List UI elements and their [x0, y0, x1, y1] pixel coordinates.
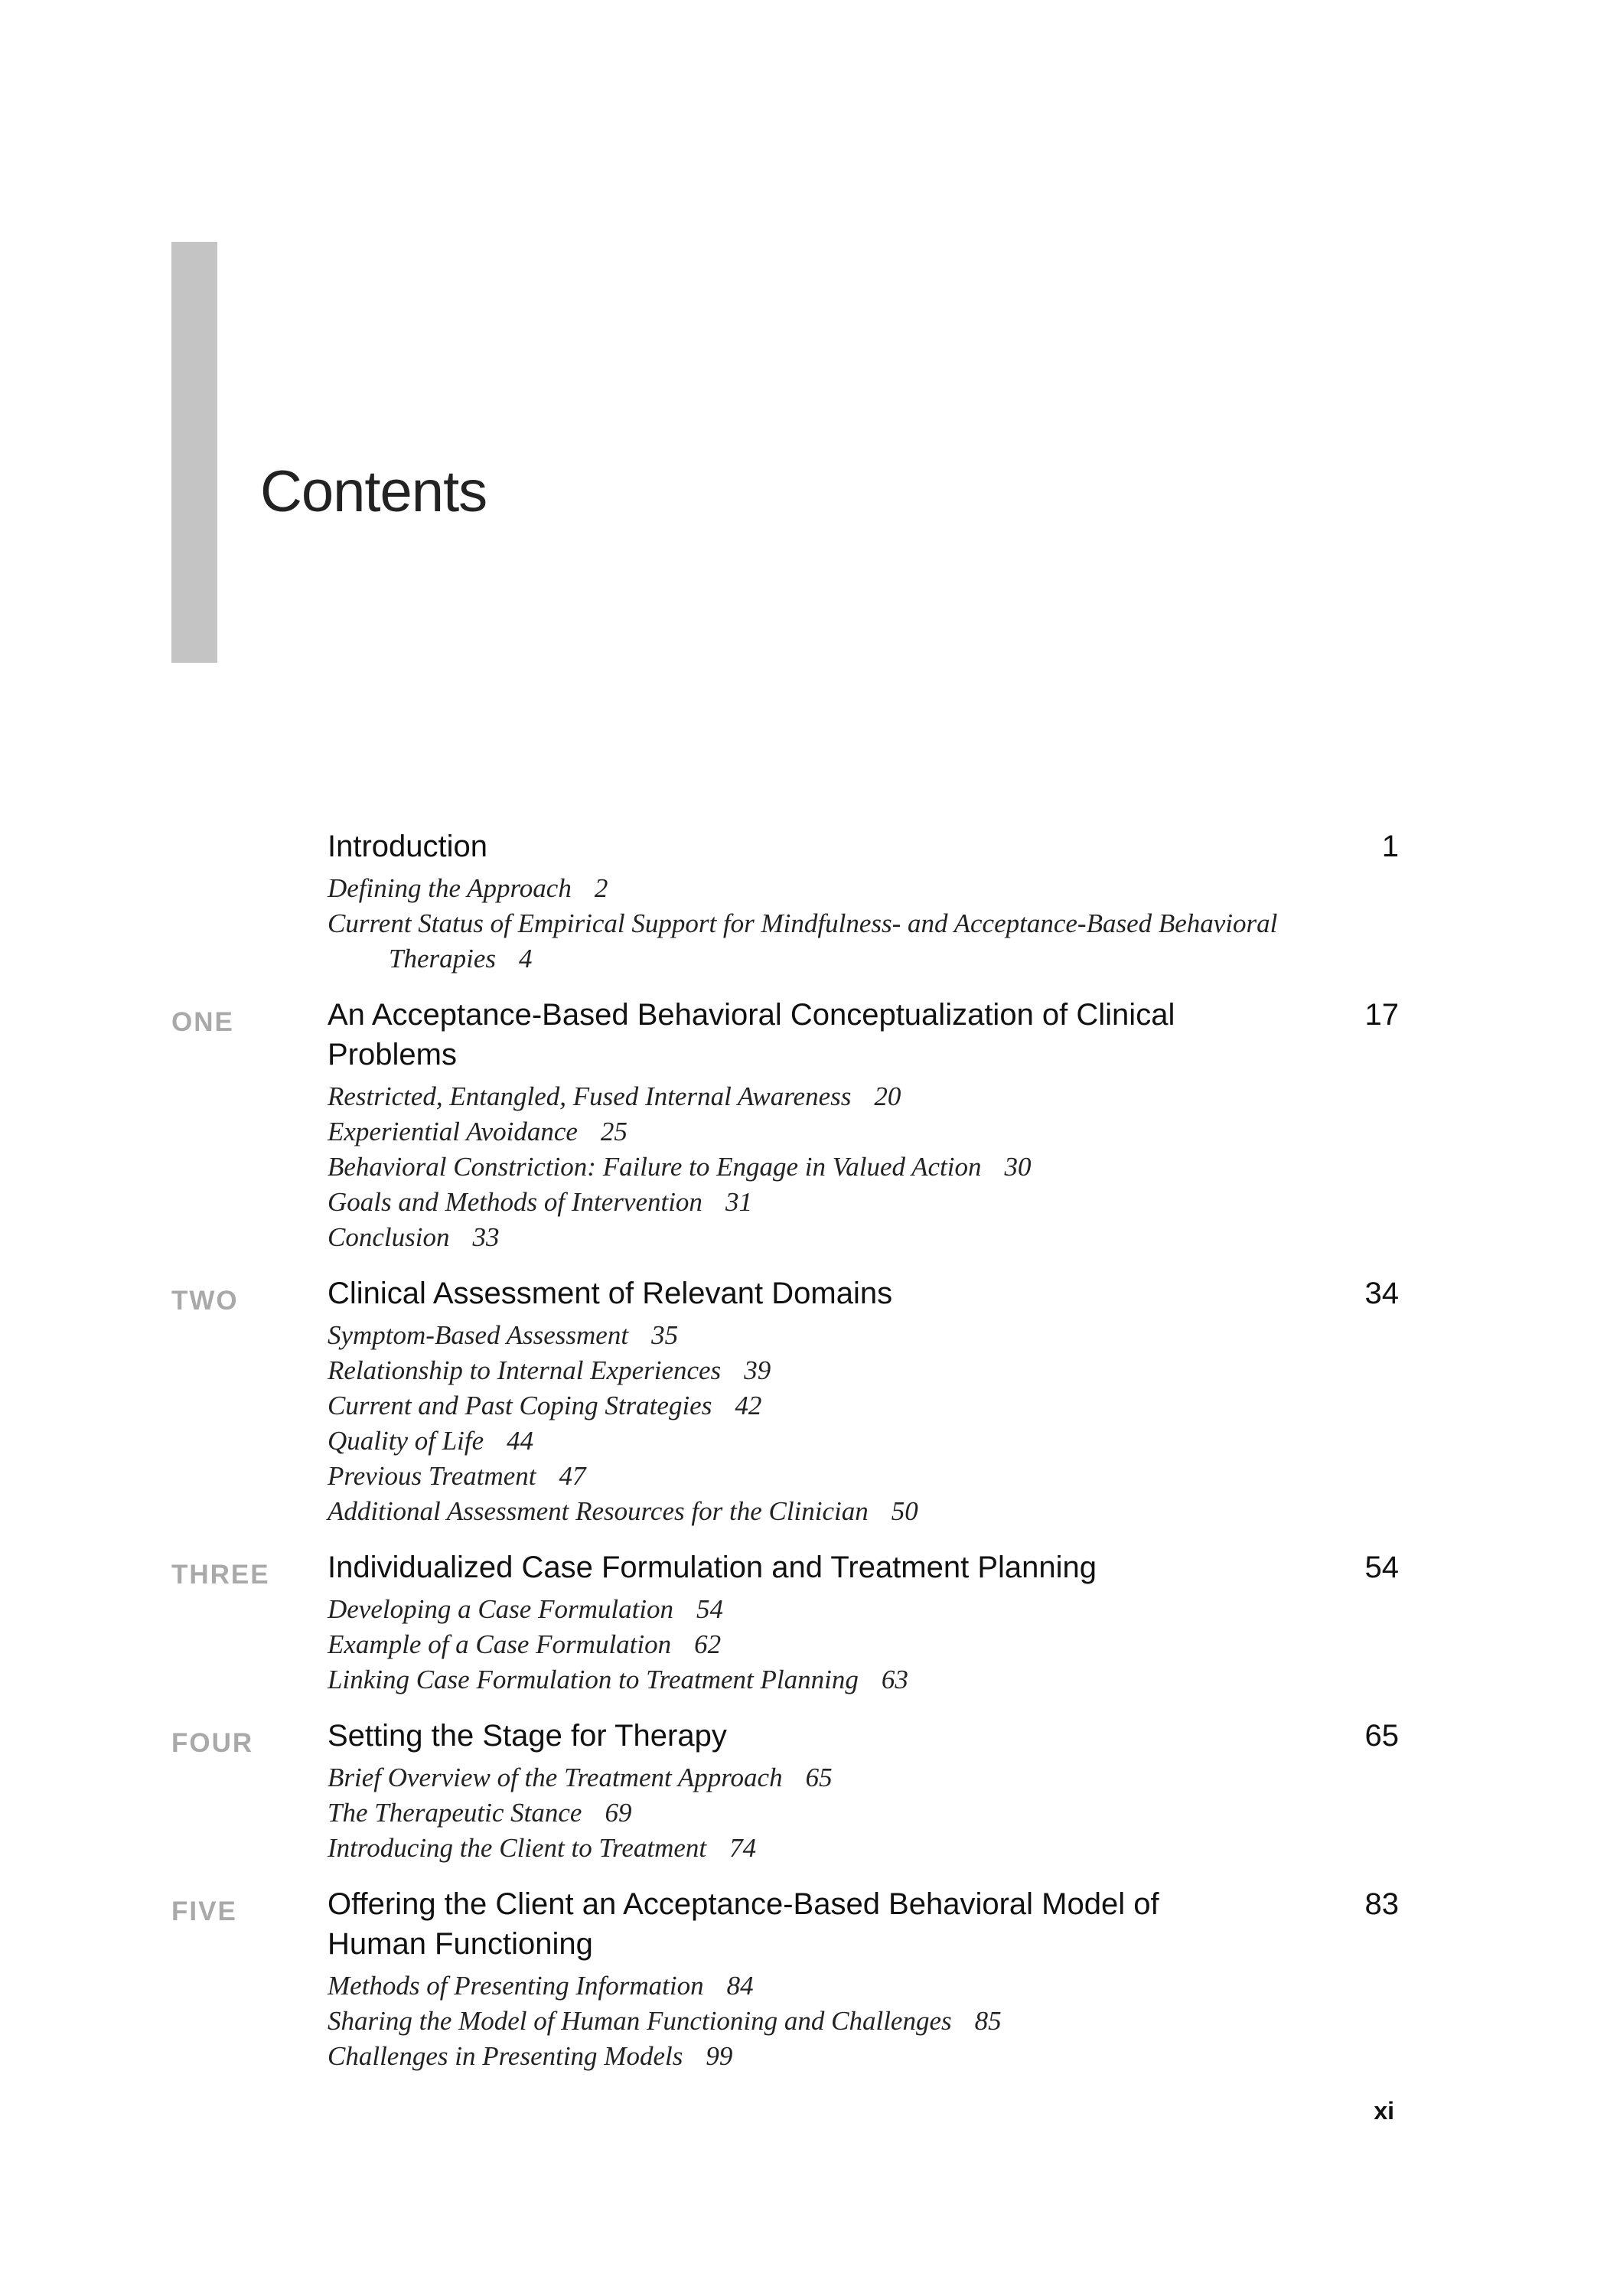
page-number: xi — [1374, 2097, 1394, 2125]
subsection-entry[interactable] — [328, 1662, 1399, 1698]
subsection-entry[interactable] — [328, 1627, 1399, 1662]
subsection-entry[interactable] — [328, 2039, 1399, 2074]
subsection-entry[interactable] — [328, 1760, 1399, 1795]
subsection-page-number: 85 — [974, 2006, 1002, 2036]
toc-section — [0, 1884, 1607, 2074]
chapter-page-number: 34 — [1364, 1277, 1399, 1310]
subsection-title: Current Status of Empirical Support for Mindfulness- and Acceptance-Based Behavioral Therapies — [328, 908, 1278, 974]
subsection-title: Quality of Life — [328, 1426, 484, 1456]
chapter-page-number: 65 — [1364, 1719, 1399, 1753]
subsection-page-number: 30 — [1004, 1152, 1032, 1182]
subsection-entry[interactable] — [328, 871, 1399, 906]
subsection-entry[interactable] — [328, 906, 1399, 977]
subsection-title: Previous Treatment — [328, 1461, 536, 1491]
chapter-number-label: THREE — [171, 1560, 270, 1590]
decorative-gray-bar — [171, 242, 217, 663]
subsection-title: Goals and Methods of Intervention — [328, 1187, 702, 1217]
subsection-page-number: 65 — [805, 1763, 833, 1792]
chapter-title: Setting the Stage for Therapy — [328, 1719, 727, 1753]
chapter-heading[interactable] — [328, 827, 1399, 866]
subsection-page-number: 42 — [735, 1391, 762, 1420]
subsection-entry[interactable] — [328, 1079, 1399, 1114]
toc-section — [0, 1548, 1607, 1698]
subsection-title: Linking Case Formulation to Treatment Planning — [328, 1665, 859, 1694]
subsection-title: Sharing the Model of Human Functioning and Challenges — [328, 2006, 952, 2036]
subsection-page-number: 31 — [725, 1187, 752, 1217]
subsection-entry[interactable] — [328, 1388, 1399, 1424]
chapter-heading[interactable] — [328, 1548, 1399, 1587]
chapter-title: Offering the Client an Acceptance-Based Behavioral Model of Human Functioning — [328, 1887, 1159, 1961]
subsection-entry[interactable] — [328, 1114, 1399, 1150]
subsection-page-number: 33 — [472, 1222, 500, 1252]
subsection-entry[interactable] — [328, 1424, 1399, 1459]
chapter-heading[interactable] — [328, 995, 1399, 1075]
subsection-title: Behavioral Constriction: Failure to Engage in Valued Action — [328, 1152, 982, 1182]
subsection-title: The Therapeutic Stance — [328, 1798, 582, 1828]
subsection-page-number: 99 — [706, 2041, 733, 2071]
subsection-entry[interactable] — [328, 1831, 1399, 1866]
subsection-page-number: 74 — [729, 1833, 757, 1863]
subsection-list — [328, 1968, 1399, 2074]
subsection-page-number: 63 — [881, 1665, 908, 1694]
chapter-number-label: ONE — [171, 1007, 234, 1037]
subsection-entry[interactable] — [328, 1494, 1399, 1529]
subsection-list — [328, 1318, 1399, 1529]
subsection-title: Developing a Case Formulation — [328, 1594, 674, 1624]
chapter-heading[interactable] — [328, 1884, 1399, 1964]
subsection-title: Brief Overview of the Treatment Approach — [328, 1763, 783, 1792]
subsection-page-number: 20 — [874, 1081, 901, 1111]
chapter-number-label: FIVE — [171, 1896, 237, 1926]
toc-section — [0, 995, 1607, 1255]
chapter-title: Individualized Case Formulation and Treatment Planning — [328, 1551, 1097, 1584]
subsection-entry[interactable] — [328, 1459, 1399, 1494]
subsection-entry[interactable] — [328, 1220, 1399, 1255]
subsection-title: Additional Assessment Resources for the Clinician — [328, 1496, 869, 1526]
subsection-entry[interactable] — [328, 2004, 1399, 2039]
chapter-page-number: 17 — [1364, 998, 1399, 1032]
subsection-entry[interactable] — [328, 1353, 1399, 1388]
toc-section — [0, 1716, 1607, 1866]
subsection-page-number: 84 — [726, 1971, 754, 2001]
subsection-title: Restricted, Entangled, Fused Internal Awareness — [328, 1081, 852, 1111]
toc-section — [0, 1274, 1607, 1529]
subsection-entry[interactable] — [328, 1968, 1399, 2004]
subsection-title: Methods of Presenting Information — [328, 1971, 704, 2001]
subsection-entry[interactable] — [328, 1185, 1399, 1220]
subsection-title: Example of a Case Formulation — [328, 1629, 672, 1659]
subsection-page-number: 25 — [600, 1117, 627, 1146]
subsection-list — [328, 1592, 1399, 1698]
subsection-title: Conclusion — [328, 1222, 450, 1252]
subsection-list — [328, 871, 1399, 977]
chapter-number-label: FOUR — [171, 1728, 254, 1758]
chapter-title: Introduction — [328, 830, 488, 863]
subsection-entry[interactable] — [328, 1592, 1399, 1627]
chapter-title: Clinical Assessment of Relevant Domains — [328, 1277, 893, 1310]
chapter-page-number: 1 — [1381, 830, 1399, 863]
subsection-title: Defining the Approach — [328, 873, 572, 903]
subsection-page-number: 54 — [696, 1594, 724, 1624]
chapter-heading[interactable] — [328, 1716, 1399, 1756]
toc-section — [0, 827, 1607, 977]
subsection-entry[interactable] — [328, 1318, 1399, 1353]
subsection-page-number: 35 — [651, 1320, 679, 1350]
subsection-page-number: 50 — [891, 1496, 918, 1526]
subsection-page-number: 39 — [744, 1355, 771, 1385]
subsection-title: Symptom-Based Assessment — [328, 1320, 629, 1350]
subsection-list — [328, 1079, 1399, 1255]
table-of-contents — [0, 827, 1607, 2092]
subsection-entry[interactable] — [328, 1150, 1399, 1185]
subsection-list — [328, 1760, 1399, 1866]
subsection-title: Current and Past Coping Strategies — [328, 1391, 712, 1420]
subsection-title: Introducing the Client to Treatment — [328, 1833, 707, 1863]
subsection-page-number: 62 — [694, 1629, 722, 1659]
subsection-title: Challenges in Presenting Models — [328, 2041, 683, 2071]
subsection-page-number: 47 — [559, 1461, 586, 1491]
subsection-page-number: 69 — [605, 1798, 632, 1828]
chapter-page-number: 83 — [1364, 1887, 1399, 1921]
page-title: Contents — [260, 459, 487, 524]
subsection-page-number: 2 — [594, 873, 608, 903]
chapter-number-label: TWO — [171, 1286, 239, 1316]
chapter-page-number: 54 — [1364, 1551, 1399, 1584]
subsection-title: Experiential Avoidance — [328, 1117, 578, 1146]
subsection-title: Relationship to Internal Experiences — [328, 1355, 722, 1385]
subsection-page-number: 44 — [507, 1426, 534, 1456]
subsection-page-number: 4 — [519, 944, 533, 974]
chapter-title: An Acceptance-Based Behavioral Conceptualization of Clinical Problems — [328, 998, 1175, 1071]
chapter-heading[interactable] — [328, 1274, 1399, 1313]
subsection-entry[interactable] — [328, 1795, 1399, 1831]
